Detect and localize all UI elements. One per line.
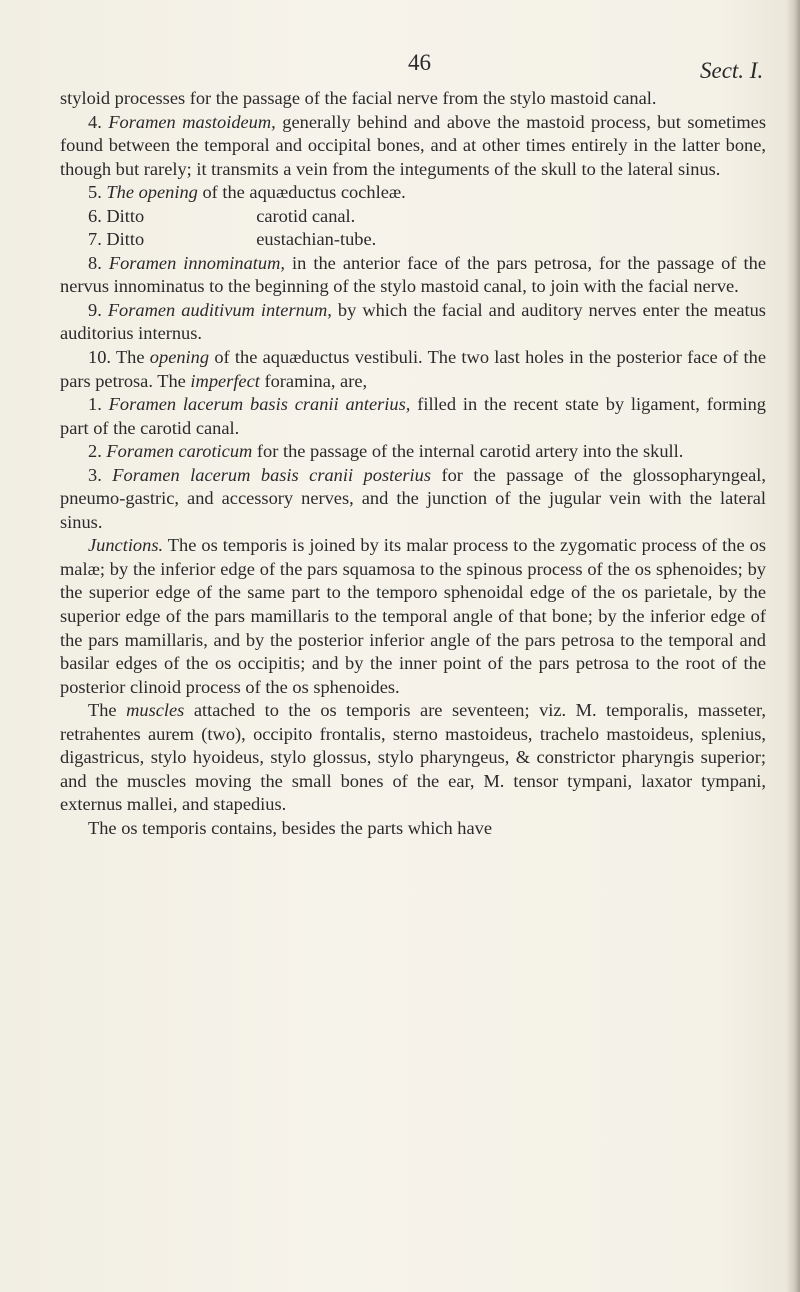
term: opening: [149, 347, 210, 368]
page-edge-shadow: [786, 0, 800, 1292]
term: imperfect: [190, 370, 260, 391]
term: The opening: [106, 182, 198, 203]
paragraph: 3. Foramen lacerum basis cranii posterius for the passage of the glossopharyngeal, pneumo-gastric, and accessory nerves, and the junction of the jugular vein with the lateral sinus.: [60, 464, 766, 532]
paragraph: 1. Foramen lacerum basis cranii anterius, filled in the recent state by ligament, forming part of the carotid canal.: [60, 394, 766, 438]
section-heading: Sect. I.: [700, 58, 764, 83]
paragraph: 5. The opening of the aquæductus cochleæ.: [88, 182, 406, 203]
paragraph: 8. Foramen innominatum, in the anterior face of the pars petrosa, for the passage of the nervus innominatus to the beginning of the stylo mastoid canal, to join with the facial nerve.: [60, 252, 767, 297]
term: Foramen caroticum: [106, 441, 253, 462]
paragraph: 9. Foramen auditivum internum, by which the facial and auditory nerves enter the meatus auditorius internus.: [60, 299, 766, 344]
body-text: [60, 87, 766, 841]
term: Foramen mastoideum,: [108, 111, 276, 132]
term: Foramen lacerum basis cranii anterius,: [108, 394, 411, 415]
term: Foramen innominatum,: [108, 252, 285, 273]
paragraph: 6. Ditto carotid canal.: [88, 205, 356, 226]
paragraph: styloid processes for the passage of the facial nerve from the stylo mastoid canal.: [60, 88, 657, 108]
paragraph: 4. Foramen mastoideum, generally behind and above the mastoid process, but sometimes found between the temporal and occipital bones, and at other times entirely in the latter bone, though but rarely; it transmits a vein from the integuments of the skull to the lateral sinus.: [60, 111, 766, 179]
paragraph: 7. Ditto eustachian-tube.: [88, 229, 377, 250]
term: Foramen auditivum internum,: [107, 299, 332, 320]
paragraph: The os temporis contains, besides the parts which have: [88, 817, 492, 838]
term: muscles: [126, 700, 185, 721]
paragraph: Junctions. The os temporis is joined by its malar process to the zygomatic process of the os malæ; by the inferior edge of the pars squamosa to the spinous process of the os sphenoides; by the superior edge of the same part to the temporo sphenoidal edge of the os parietale, by the superior edge of the pars mamillaris to the temporal angle of that bone; by the inferior edge of the pars mamillaris, and by the posterior inferior angle of the pars petrosa to the temporal and basilar edges of the os occipitis; and by the inner point of the pars petrosa to the root of the posterior clinoid process of the os sphenoides.: [60, 535, 766, 697]
term: Foramen lacerum basis cranii posterius: [112, 464, 431, 485]
paragraph: The muscles attached to the os temporis are seventeen; viz. M. temporalis, masseter, retrahentes aurem (two), occipito frontalis, sterno mastoideus, trachelo mastoideus, splenius, digastricus, stylo hyoideus, stylo glossus, stylo pharyngeus, & constrictor pharyngis superior; and the muscles moving the small bones of the ear, M. tensor tympani, laxator tympani, externus mallei, and stapedius.: [60, 700, 766, 815]
paragraph: 2. Foramen caroticum for the passage of the internal carotid artery into the skull.: [88, 441, 684, 462]
term: Junctions.: [88, 535, 164, 556]
paragraph: 10. The opening of the aquæductus vestibuli. The two last holes in the posterior face of the pars petrosa. The imperfect foramina, are,: [60, 347, 766, 391]
page-header: [0, 50, 800, 86]
page-number: 46: [408, 50, 431, 75]
